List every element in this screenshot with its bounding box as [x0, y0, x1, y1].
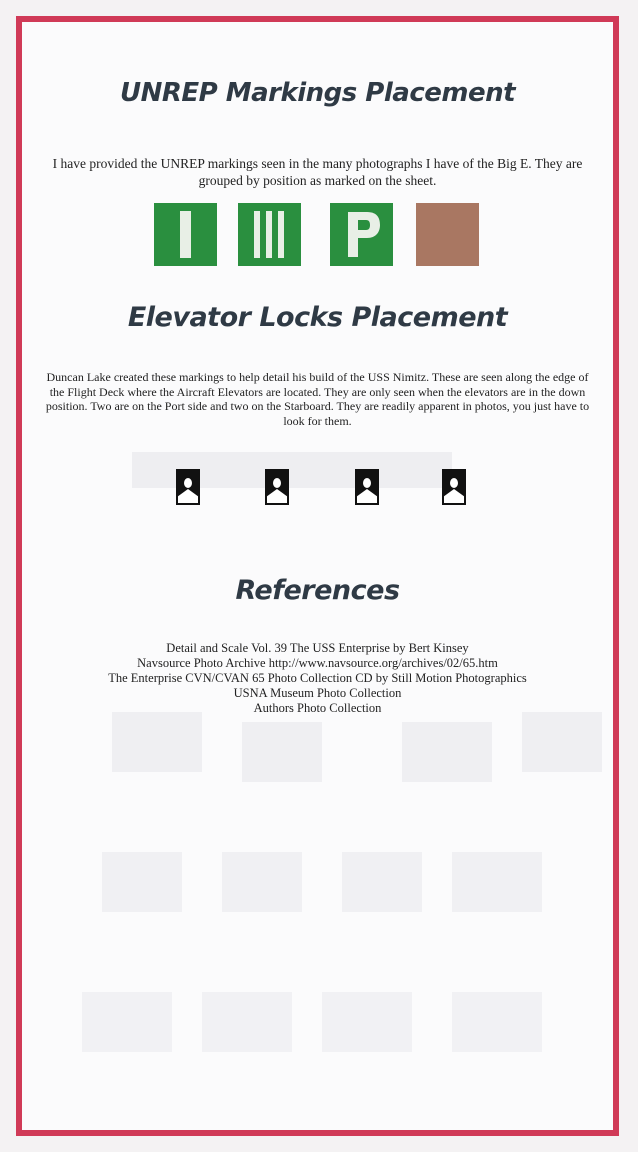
unrep-marking-triple-stripe — [238, 203, 301, 266]
elevator-title: Elevator Locks Placement — [127, 302, 508, 333]
letter-p-icon — [330, 203, 393, 266]
page-frame — [16, 16, 619, 1136]
reference-item: Navsource Photo Archive http://www.navsource.org/archives/02/65.htm — [137, 656, 498, 670]
references-title: References — [235, 575, 400, 606]
elevator-lock-icon — [176, 469, 200, 505]
elevator-lock-icon — [442, 469, 466, 505]
elevator-lock-icon — [355, 469, 379, 505]
unrep-marking-single-stripe — [154, 203, 217, 266]
reference-item: Detail and Scale Vol. 39 The USS Enterprise by Bert Kinsey — [166, 641, 469, 655]
unrep-marking-p — [330, 203, 393, 266]
reference-item: Authors Photo Collection — [253, 701, 382, 715]
elevator-description: Duncan Lake created these markings to help detail his build of the USS Nimitz. These are seen along the edge of the Flight Deck where the Aircraft Elevators are located. They are only seen when the elevators are in the down position. Two are on the Port side and two on the Starboard. They are readily apparent in photos, you just have to look for them. — [45, 370, 590, 428]
unrep-description: I have provided the UNREP markings seen in the many photographs I have of the Big E. They are grouped by position as marked on the sheet. — [52, 156, 583, 188]
reference-item: The Enterprise CVN/CVAN 65 Photo Collection CD by Still Motion Photographics — [108, 671, 527, 685]
reference-item: USNA Museum Photo Collection — [233, 686, 402, 700]
unrep-title: UNREP Markings Placement — [119, 78, 516, 108]
elevator-lock-icon — [265, 469, 289, 505]
unrep-marking-brown — [416, 203, 479, 266]
references-list — [22, 641, 613, 716]
